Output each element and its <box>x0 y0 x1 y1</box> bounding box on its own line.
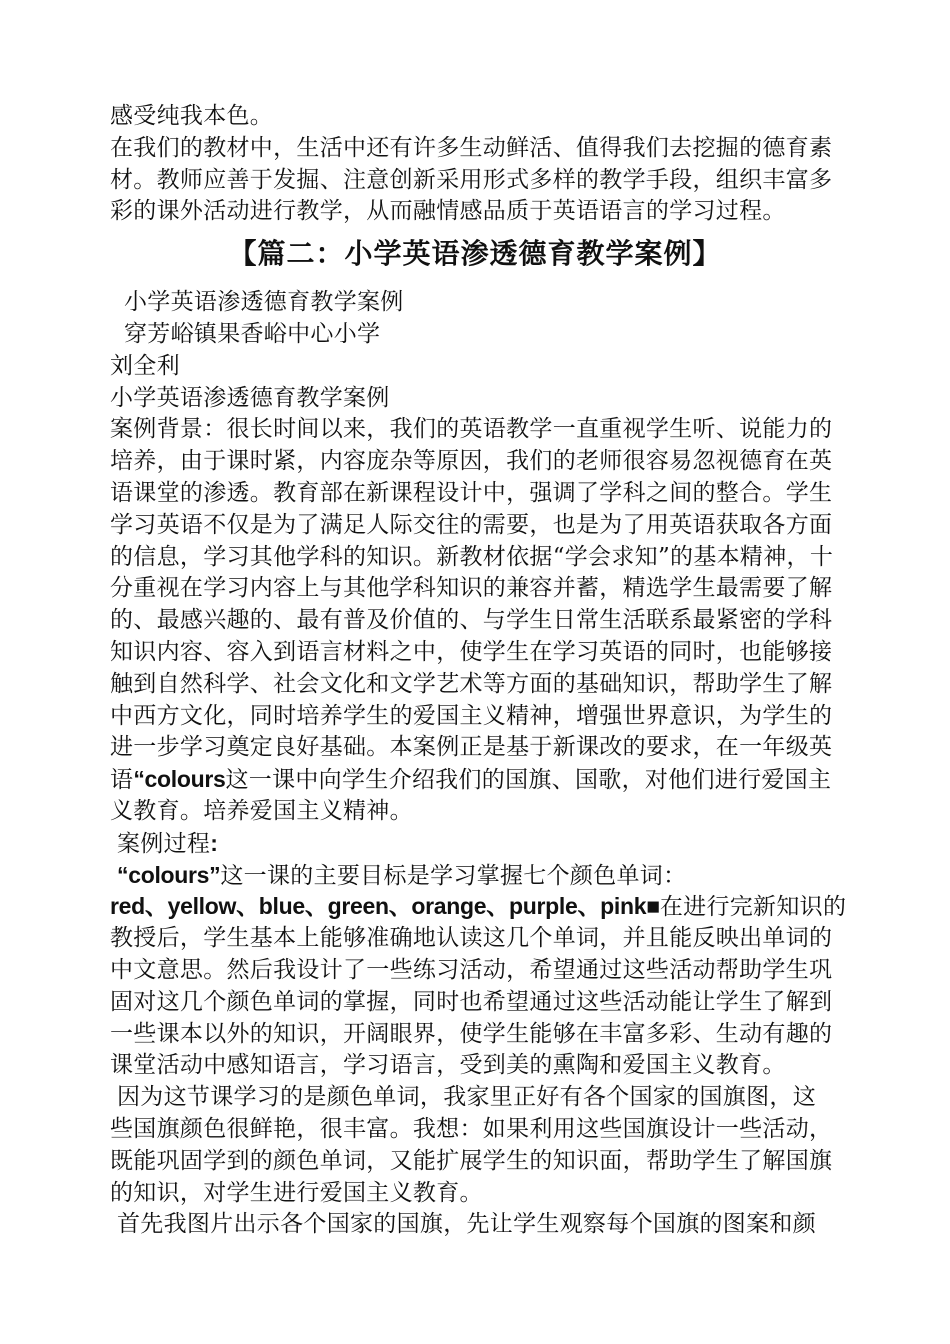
background-line: 的、最感兴趣的、最有普及价值的、与学生日常生活联系最紧密的学科 <box>110 607 833 634</box>
color-words: red、yellow、blue、green、orange、purple、pink■ <box>110 893 660 920</box>
process-line: 课堂活动中感知语言，学习语言，受到美的熏陶和爱国主义教育。 <box>110 1052 786 1079</box>
goal-line-suffix: 这一课的主要目标是学习掌握七个颜色单词： <box>220 862 687 889</box>
flag-line: 因为这节课学习的是颜色单词，我家里正好有各个国家的国旗图，这 <box>117 1084 816 1111</box>
text-line: 材。教师应善于发掘、注意创新采用形式多样的教学手段，组织丰富多 <box>110 166 833 193</box>
background-line-end: 义教育。培养爱国主义精神。 <box>110 797 413 824</box>
background-line: 案例背景：很长时间以来，我们的英语教学一直重视学生听、说能力的 <box>110 416 833 443</box>
flag-line: 些国旗颜色很鲜艳，很丰富。我想：如果利用这些国旗设计一些活动， <box>110 1115 833 1142</box>
background-line: 培养，由于课时紧，内容庞杂等原因，我们的老师很容易忽视德育在英 <box>110 448 833 475</box>
background-line: 知识内容、容入到语言材料之中，使学生在学习英语的同时，也能够接 <box>110 638 833 665</box>
process-label-text: 案例过程 <box>117 830 211 857</box>
flag-line: 的知识，对学生进行爱国主义教育。 <box>110 1179 483 1206</box>
color-words-line <box>110 891 847 923</box>
colours-line-suffix: 这一课中向学生介绍我们的国旗、国歌，对他们进行爱国主 <box>225 767 832 794</box>
process-line: 教授后，学生基本上能够准确地认读这几个单词，并且能反映出单词的 <box>110 925 833 952</box>
flag-line: 首先我图片出示各个国家的国旗，先让学生观察每个国旗的图案和颜 <box>117 1211 816 1238</box>
background-line: 语课堂的渗透。教育部在新课程设计中，强调了学科之间的整合。学生 <box>110 479 833 506</box>
process-label-colon: : <box>210 829 218 856</box>
process-line: 一些课本以外的知识，开阔眼界，使学生能够在丰富多彩、生动有趣的 <box>110 1020 833 1047</box>
process-line: 中文意思。然后我设计了一些练习活动，希望通过这些活动帮助学生巩 <box>110 956 833 983</box>
goal-colours-word: “colours” <box>117 861 221 888</box>
author-name: 刘全利 <box>110 352 180 379</box>
article-title-repeat: 小学英语渗透德育教学案例 <box>110 384 390 411</box>
school-name: 穿芳峪镇果香峪中心小学 <box>124 320 381 347</box>
text-line: 彩的课外活动进行教学，从而融情感品质于英语语言的学习过程。 <box>110 198 786 225</box>
background-line: 学习英语不仅是为了满足人际交往的需要，也是为了用英语获取各方面 <box>110 511 833 538</box>
section-heading: 【篇二：小学英语渗透德育教学案例】 <box>228 237 722 271</box>
article-title: 小学英语渗透德育教学案例 <box>124 289 404 316</box>
background-line: 中西方文化，同时培养学生的爱国主义精神，增强世界意识，为学生的 <box>110 702 833 729</box>
text-line: 在我们的教材中，生活中还有许多生动鲜活、值得我们去挖掘的德育素 <box>110 134 833 161</box>
text-line: 感受纯我本色。 <box>110 103 274 129</box>
colours-line <box>110 764 840 796</box>
process-label <box>110 828 840 860</box>
process-line: 固对这几个颜色单词的掌握，同时也希望通过这些活动能让学生了解到 <box>110 988 833 1015</box>
color-words-suffix: 在进行完新知识的 <box>659 894 847 921</box>
colours-line-prefix: 语 <box>110 767 134 794</box>
colours-word: “colours <box>133 766 226 793</box>
document-body <box>110 101 847 1241</box>
goal-line <box>110 860 840 892</box>
background-line: 触到自然科学、社会文化和文学艺术等方面的基础知识，帮助学生了解 <box>110 670 833 697</box>
flag-line: 既能巩固学到的颜色单词，又能扩展学生的知识面，帮助学生了解国旗 <box>110 1147 833 1174</box>
background-line: 分重视在学习内容上与其他学科知识的兼容并蓄，精选学生最需要了解 <box>110 575 833 602</box>
background-line: 进一步学习奠定良好基础。本案例正是基于新课改的要求，在一年级英 <box>110 734 833 761</box>
background-line: 的信息，学习其他学科的知识。新教材依据“学会求知”的基本精神，十 <box>110 543 834 570</box>
